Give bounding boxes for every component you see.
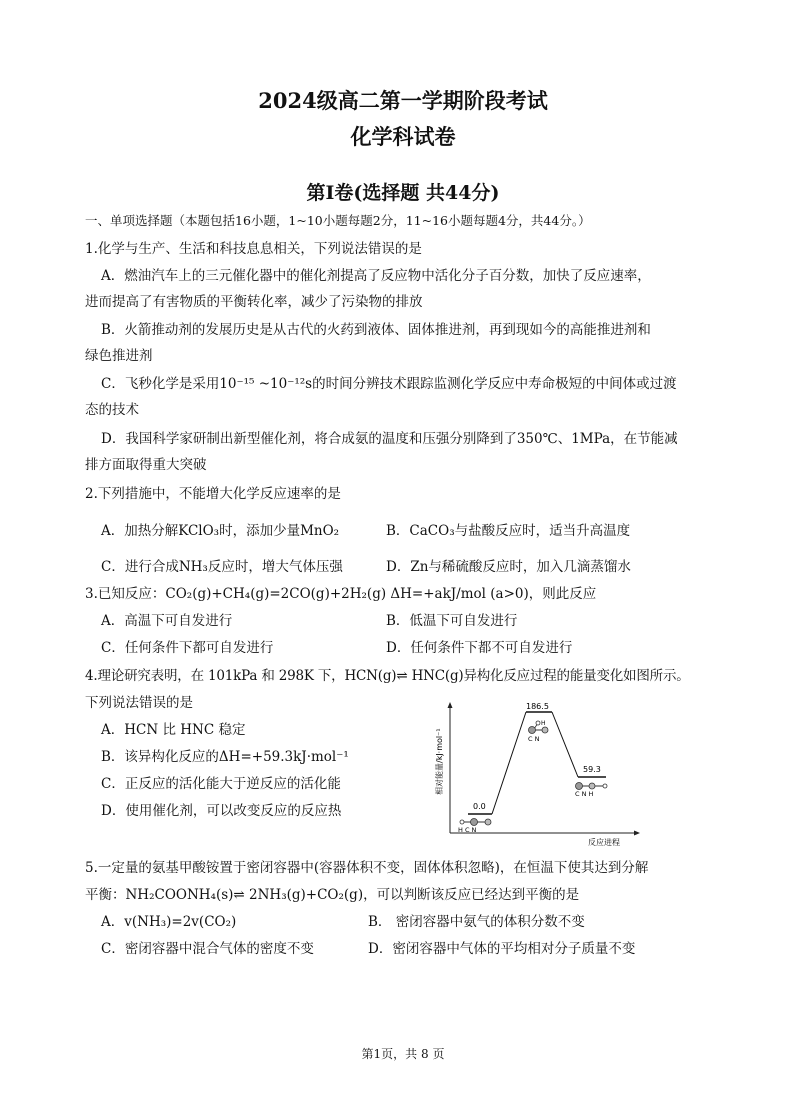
hcn-molecule: [458, 819, 491, 835]
hnc-atom-labels: C N H: [575, 790, 594, 798]
exam-subtitle: 化学科试卷: [350, 124, 456, 149]
q5-option-d: D．密闭容器中气体的平均相对分子质量不变: [368, 941, 636, 957]
y-axis-arrow: [448, 702, 453, 708]
q2-stem: 2.下列措施中，不能增大化学反应速率的是: [85, 486, 341, 502]
q1-stem: 1.化学与生产、生活和科技息息相关，下列说法错误的是: [85, 241, 422, 257]
q1-option-b-line2: 绿色推进剂: [85, 348, 153, 364]
section-instruction: 一、单项选择题（本题包括16小题，1~10小题每题2分，11~16小题每题4分，共44分。）: [85, 213, 591, 228]
q2-option-c: C．进行合成NH₃反应时，增大气体压强: [101, 559, 343, 575]
q3-option-a: A．高温下可自发进行: [101, 613, 233, 629]
exam-title: 2024级高二第一学期阶段考试: [258, 88, 548, 113]
q4-option-d: D．使用催化剂，可以改变反应的反应热: [101, 803, 342, 819]
q5-stem-line1: 5.一定量的氨基甲酸铵置于密闭容器中(容器体积不变，固体体积忽略)，在恒温下使其达到分解: [85, 860, 649, 876]
q4-stem-line2: 下列说法错误的是: [85, 695, 193, 711]
path-up: [492, 712, 526, 814]
q3-option-d: D．任何条件下都不可自发进行: [386, 640, 573, 656]
path-down: [552, 712, 578, 777]
q5-stem-line2: 平衡：NH₂COONH₄(s)⇌ 2NH₃(g)+CO₂(g)，可以判断该反应已经达到平衡的是: [85, 887, 580, 903]
q3-option-b: B．低温下可自发进行: [386, 613, 518, 629]
level-value-hnc: 59.3: [583, 765, 601, 774]
q5-option-b: B． 密闭容器中氨气的体积分数不变: [368, 914, 585, 930]
page-footer: 第1页，共 8 页: [361, 1047, 445, 1061]
q1-option-d-line1: D．我国科学家研制出新型催化剂，将合成氨的温度和压强分别降到了350℃、1MPa，在节能减: [101, 431, 678, 447]
hnc-molecule: [575, 783, 607, 799]
hcn-atom-labels: H C N: [458, 826, 477, 834]
ts-top-atom: H: [541, 720, 546, 727]
q2-option-b: B．CaCO₃与盐酸反应时，适当升高温度: [386, 523, 631, 539]
q2-option-a: A．加热分解KClO₃时，添加少量MnO₂: [101, 523, 340, 539]
q5-option-a: A．v(NH₃)=2v(CO₂): [101, 914, 237, 930]
ts-molecule: [528, 720, 548, 743]
q1-option-d-line2: 排方面取得重大突破: [85, 457, 207, 473]
q1-option-b-line1: B．火箭推动剂的发展历史是从古代的火药到液体、固体推进剂，再到现如今的高能推进剂和: [101, 322, 651, 338]
level-value-hcn: 0.0: [473, 802, 486, 811]
q4-option-b: B．该异构化反应的ΔH=+59.3kJ·mol⁻¹: [101, 749, 349, 765]
q4-option-a: A．HCN 比 HNC 稳定: [101, 722, 246, 738]
level-value-ts: 186.5: [526, 702, 549, 711]
y-axis-label: 相对能量/kJ·mol⁻¹: [435, 728, 444, 795]
energy-profile-diagram: [428, 700, 643, 848]
ts-atom-labels: C N: [528, 735, 540, 743]
q1-option-c-line2: 态的技术: [85, 402, 139, 418]
q1-option-a-line2: 进而提高了有害物质的平衡转化率，减少了污染物的排放: [85, 294, 423, 310]
q4-stem-line1: 4.理论研究表明，在 101kPa 和 298K 下，HCN(g)⇌ HNC(g)异构化反应过程的能量变化如图所示。: [85, 668, 690, 684]
q5-option-c: C．密闭容器中混合气体的密度不变: [101, 941, 314, 957]
q3-option-c: C．任何条件下都可自发进行: [101, 640, 274, 656]
q2-option-d: D．Zn与稀硫酸反应时，加入几滴蒸馏水: [386, 559, 631, 575]
x-axis-arrow: [634, 831, 640, 836]
q1-option-c-line1: C．飞秒化学是采用10⁻¹⁵ ~10⁻¹²s的时间分辨技术跟踪监测化学反应中寿命极短的中间体或过渡: [101, 376, 677, 392]
q4-option-c: C．正反应的活化能大于逆反应的活化能: [101, 776, 341, 792]
q1-option-a-line1: A．燃油汽车上的三元催化器中的催化剂提高了反应物中活化分子百分数，加快了反应速率，: [101, 268, 651, 284]
q3-stem: 3.已知反应：CO₂(g)+CH₄(g)=2CO(g)+2H₂(g) ΔH=+akJ/mol (a>0)，则此反应: [85, 586, 597, 602]
x-axis-label: 反应进程: [588, 838, 620, 847]
part-heading: 第Ⅰ卷(选择题 共44分): [306, 182, 500, 204]
